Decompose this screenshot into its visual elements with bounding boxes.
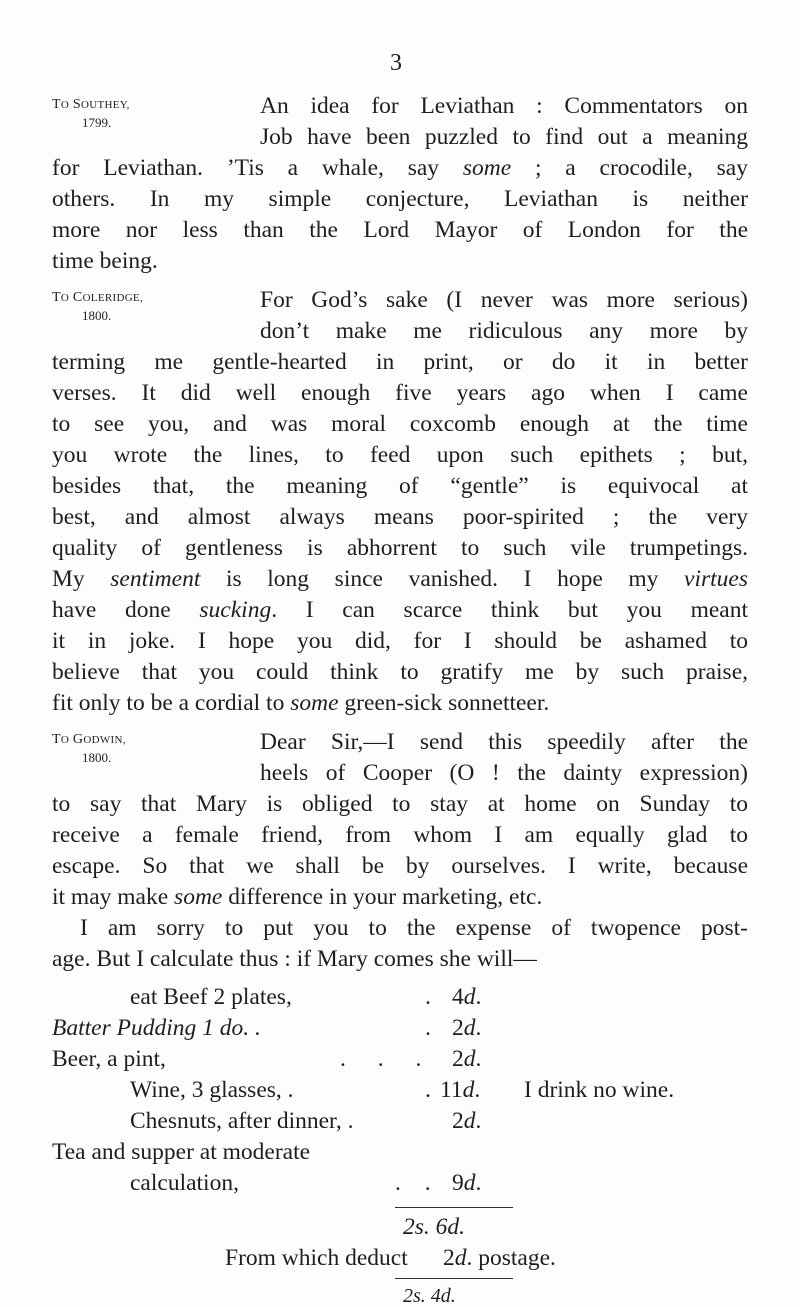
bill-leader: . <box>425 1015 431 1041</box>
bill-subtotal: 2s. 6d. <box>403 1214 466 1240</box>
bill-cost: 4d. <box>452 984 482 1010</box>
text-line: for Leviathan. ’Tis a whale, say some ; a crocodile, say <box>52 155 748 181</box>
text-line: My sentiment is long since vanished. I hope my virtues <box>52 566 748 592</box>
text-line: I am sorry to put you to the expense of twopence post- <box>80 915 748 941</box>
text-line: age. But I calculate thus : if Mary comes she will— <box>52 946 537 972</box>
bill-cost: 9d. <box>452 1170 482 1196</box>
text-line: it may make some difference in your marketing, etc. <box>52 884 543 910</box>
text-line: to see you, and was moral coxcomb enough at the time <box>52 411 748 437</box>
bill-cost: 2d. <box>452 1108 482 1134</box>
bill-deduct-amount: 2d. postage. <box>443 1245 556 1271</box>
bill-item: eat Beef 2 plates, <box>130 984 292 1010</box>
text-line: An idea for Leviathan : Commentators on <box>260 93 748 119</box>
text-line: heels of Cooper (O ! the dainty expression) <box>260 760 748 786</box>
text-line: others. In my simple conjecture, Leviathan is neither <box>52 186 748 212</box>
text-line: it in joke. I hope you did, for I should be ashamed to <box>52 628 748 654</box>
text-line: time being. <box>52 248 158 274</box>
margin-note-year: 1800. <box>82 750 112 765</box>
bill-item: Batter Pudding 1 do. . <box>52 1015 261 1041</box>
text-line: Job have been puzzled to find out a meaning <box>260 124 748 150</box>
text-line: believe that you could think to gratify me by such praise, <box>52 659 748 685</box>
bill-item: Beer, a pint, <box>52 1046 166 1072</box>
text-line: don’t make me ridiculous any more by <box>260 318 748 344</box>
text-line: to say that Mary is obliged to stay at home on Sunday to <box>52 791 748 817</box>
bill-item: Wine, 3 glasses, . <box>130 1077 294 1103</box>
text-line: escape. So that we shall be by ourselves. I write, because <box>52 853 748 879</box>
text-line: For God’s sake (I never was more serious) <box>260 287 748 313</box>
text-line: terming me gentle-hearted in print, or do it in better <box>52 349 748 375</box>
text-line: Dear Sir,—I send this speedily after the <box>260 729 748 755</box>
bill-cost: 11d. <box>440 1077 481 1103</box>
margin-note-recipient: TO COLERIDGE, <box>52 290 144 305</box>
text-line: quality of gentleness is abhorrent to such vile trumpetings. <box>52 535 748 561</box>
page-number: 3 <box>390 50 402 76</box>
bill-leader: . . <box>395 1170 431 1196</box>
text-line: verses. It did well enough five years ago when I came <box>52 380 748 406</box>
bill-deduct-label: From which deduct <box>225 1245 408 1271</box>
text-line: have done sucking. I can scarce think but you meant <box>52 597 748 623</box>
text-line: receive a female friend, from whom I am equally glad to <box>52 822 748 848</box>
bill-leader: . <box>425 984 431 1010</box>
bill-leader: . <box>425 1077 431 1103</box>
text-line: more nor less than the Lord Mayor of London for the <box>52 217 748 243</box>
bill-leader: . . . <box>340 1046 422 1072</box>
bill-item: Chesnuts, after dinner, . <box>130 1108 354 1134</box>
sum-rule <box>395 1207 513 1208</box>
text-line: best, and almost always means poor-spirited ; the very <box>52 504 748 530</box>
bill-total: 2s. 4d. <box>403 1285 456 1307</box>
bill-item: calculation, <box>130 1170 239 1196</box>
margin-note-year: 1799. <box>82 115 112 130</box>
bill-item: Tea and supper at moderate <box>52 1139 311 1165</box>
total-rule <box>395 1278 513 1279</box>
bill-cost: 2d. <box>452 1015 482 1041</box>
bill-cost: 2d. <box>452 1046 482 1072</box>
text-line: fit only to be a cordial to some green-sick sonnetteer. <box>52 690 550 716</box>
text-line: you wrote the lines, to feed upon such epithets ; but, <box>52 442 748 468</box>
margin-note-year: 1800. <box>82 308 112 323</box>
text-line: besides that, the meaning of “gentle” is equivocal at <box>52 473 748 499</box>
bill-note: I drink no wine. <box>524 1077 675 1103</box>
margin-note-recipient: TO SOUTHEY, <box>52 97 130 112</box>
margin-note-recipient: TO GODWIN, <box>52 732 126 747</box>
